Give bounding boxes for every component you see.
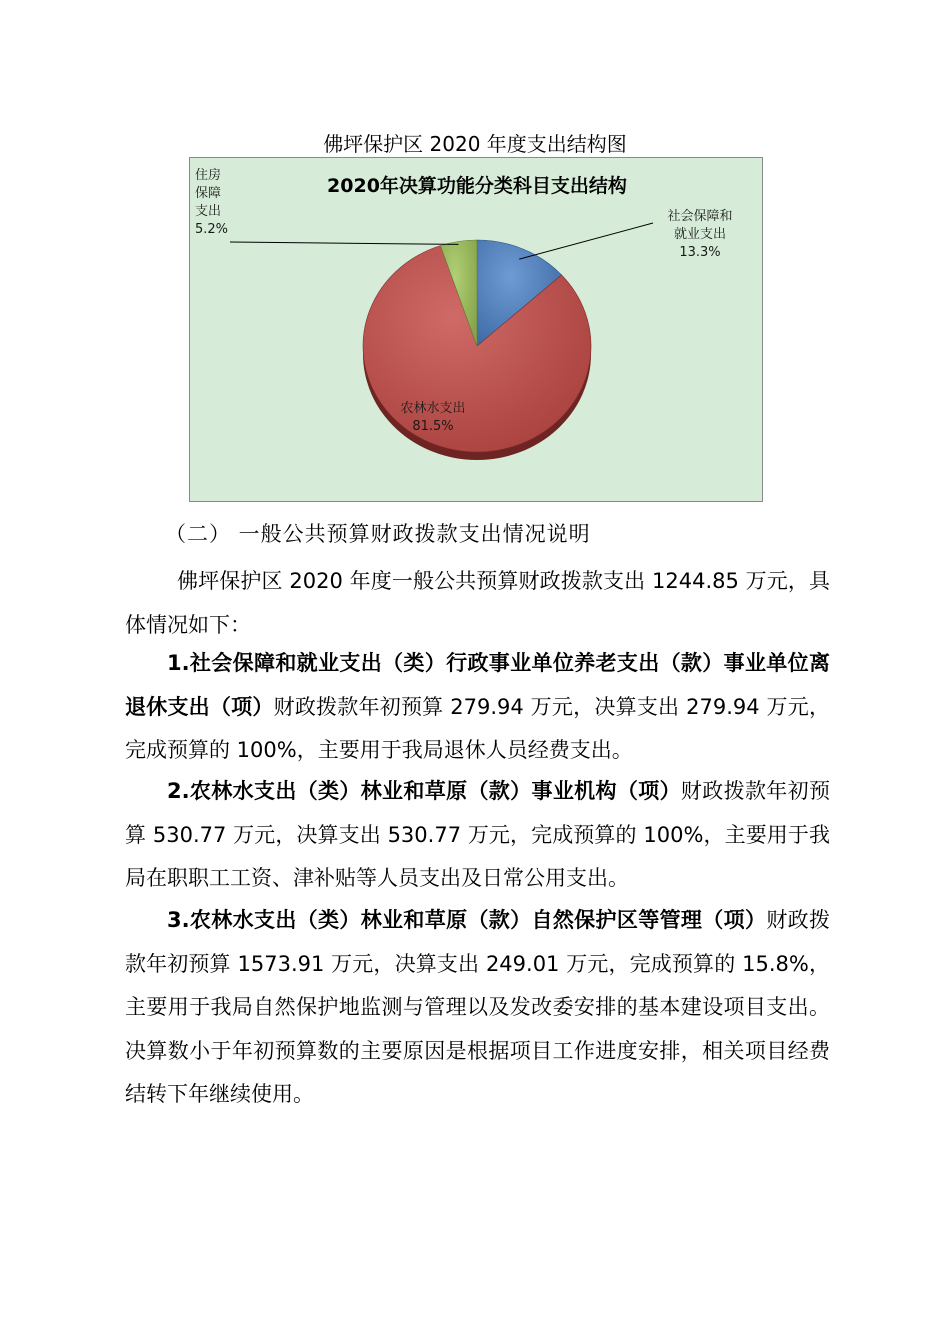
slice-percent-label: 5.2%	[195, 222, 229, 237]
item-paragraph-1	[125, 642, 830, 773]
slice-label-text: 社会保障和	[667, 209, 733, 224]
figure-caption: 佛坪保护区 2020 年度支出结构图	[323, 132, 627, 156]
item-paragraph-2	[125, 770, 830, 901]
slice-percent-label: 13.3%	[679, 245, 721, 260]
pie-chart	[189, 157, 763, 502]
slice-percent-label: 81.5%	[412, 419, 454, 434]
slice-label-text: 保障	[195, 186, 222, 201]
item-3-heading: 3.农林水支出（类）林业和草原（款）自然保护区等管理（项）	[167, 908, 767, 932]
chart-title: 2020年决算功能分类科目支出结构	[327, 175, 627, 197]
item-1-heading: 1.社会保障和就业支出（类）行政事业单位养老支出（款）事业单位离退休支出（项）	[125, 651, 830, 719]
pie-chart-svg	[190, 158, 764, 503]
item-2-heading: 2.农林水支出（类）林业和草原（款）事业机构（项）	[167, 779, 681, 803]
intro-paragraph: 佛坪保护区 2020 年度一般公共预算财政拨款支出 1244.85 万元，具体情况如下：	[125, 569, 830, 637]
slice-label-1	[667, 208, 732, 260]
slice-label-3	[195, 167, 228, 237]
item-3-text: 财政拨款年初预算 1573.91 万元，决算支出 249.01 万元，完成预算的 15.8%，主要用于我局自然保护地监测与管理以及发改委安排的基本建设项目支出。决算数小于年初预算数的主要原因是根据项目工作进度安排，相关项目经费结转下年继续使用。	[125, 908, 831, 1106]
slice-label-text: 住房	[195, 168, 222, 183]
slice-label-text: 农林水支出	[400, 401, 466, 416]
leader-line-3	[230, 242, 458, 244]
section-heading: （二） 一般公共预算财政拨款支出情况说明	[165, 522, 591, 546]
leader-line-1	[519, 223, 653, 259]
item-paragraph-3	[125, 899, 830, 1117]
slice-label-text: 支出	[195, 204, 222, 219]
item-1-text: 财政拨款年初预算 279.94 万元，决算支出 279.94 万元，完成预算的 100%，主要用于我局退休人员经费支出。	[125, 694, 830, 762]
item-2-text: 财政拨款年初预算 530.77 万元，决算支出 530.77 万元，完成预算的 100%，主要用于我局在职职工工资、津补贴等人员支出及日常公用支出。	[125, 779, 831, 890]
slice-label-text: 就业支出	[673, 227, 727, 242]
